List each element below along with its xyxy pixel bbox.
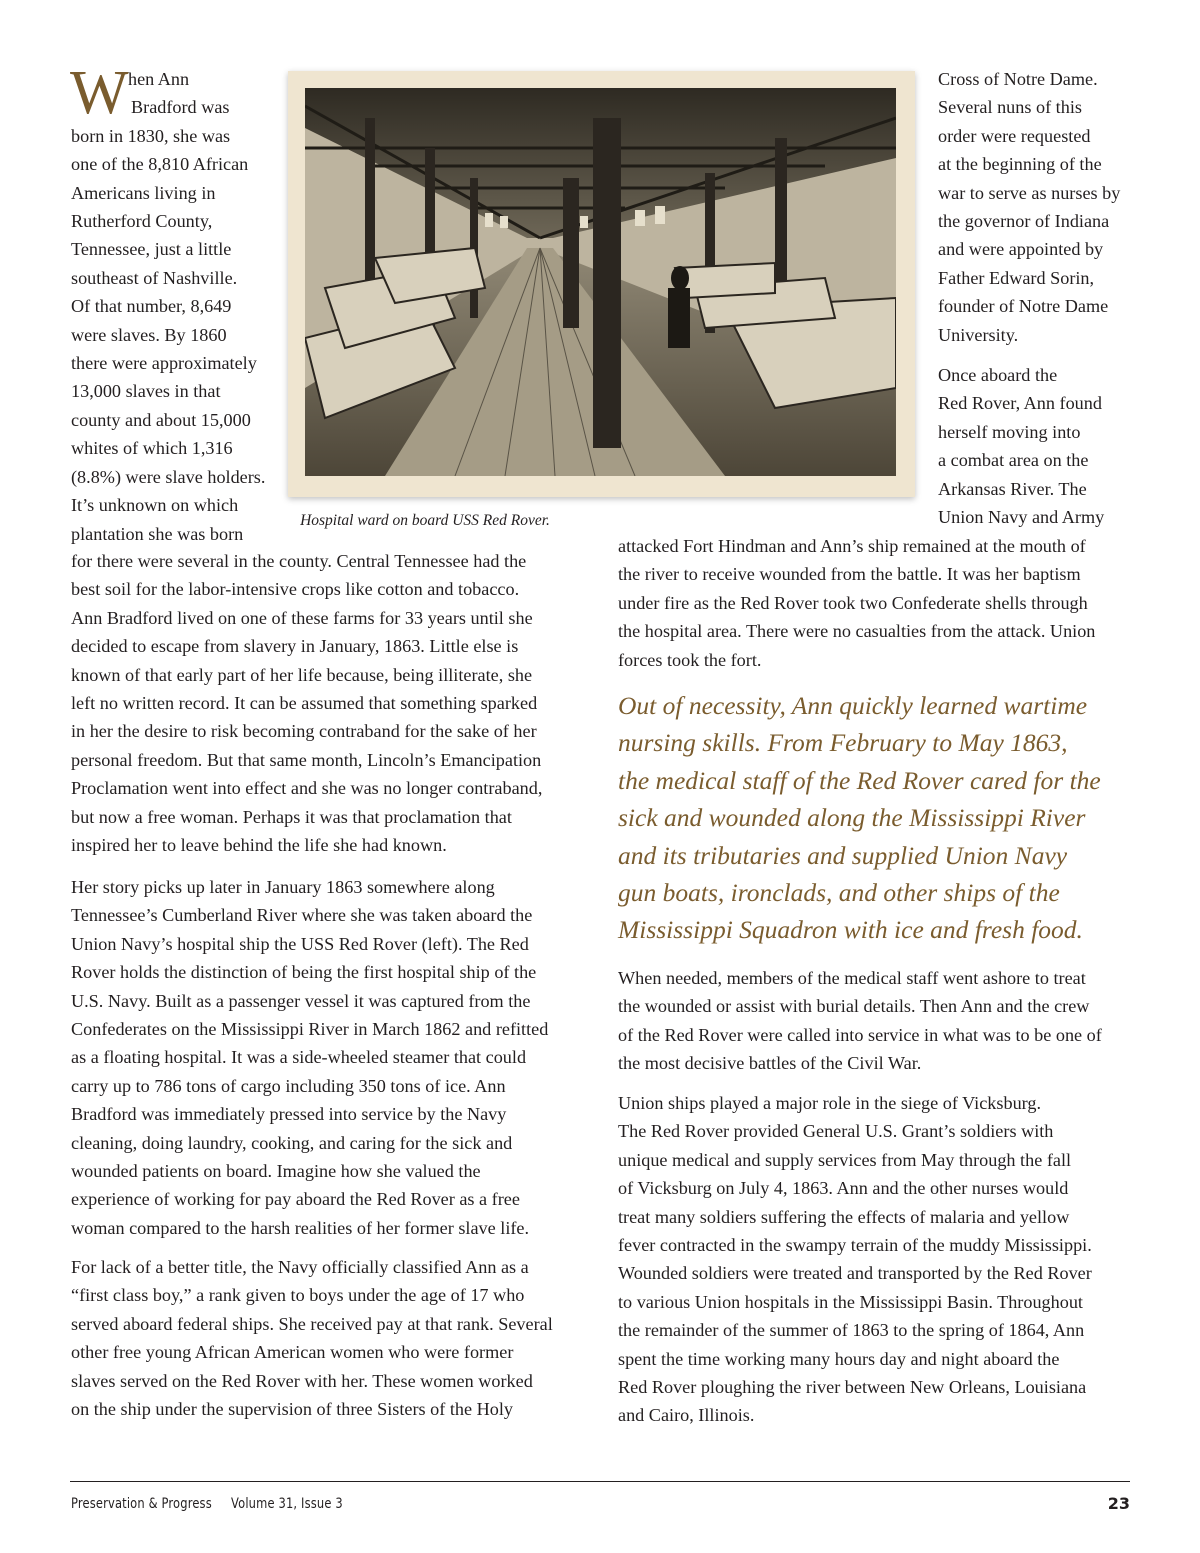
hospital-ward-photo [305,88,896,476]
figure-caption: Hospital ward on board USS Red Rover. [300,512,550,529]
text-line: Americans living in [71,182,216,203]
text-line: hen Ann [128,69,190,89]
text-line: inspired her to leave behind the life she had known. [71,835,447,856]
text-line: of the Red Rover were called into service in what was to be one of [618,1024,1102,1045]
text-line: but now a free woman. Perhaps it was that proclamation that [71,806,512,827]
drop-cap: W [70,59,129,127]
text-line: to various Union hospitals in the Mississippi Basin. Throughout [618,1291,1083,1312]
text-line: “first class boy,” a rank given to boys under the age of 17 who [71,1285,525,1306]
text-line: Proclamation went into effect and she was no longer contraband, [71,778,543,799]
text-line: war to serve as nurses by [938,182,1121,203]
left-paragraph-3 [71,1253,553,1423]
text-line: Union ships played a major role in the siege of Vicksburg. [618,1093,1042,1113]
text-line: the hospital area. There were no casualties from the attack. Union [618,621,1096,642]
text-line: southeast of Nashville. [71,267,238,288]
text-line: forces took the fort. [618,649,762,670]
text-line: Ann Bradford lived on one of these farms for 33 years until she [71,607,533,628]
right-paragraph-4 [618,1089,1092,1430]
text-line: Of that number, 8,649 [71,296,232,317]
text-line: the river to receive wounded from the battle. It was her baptism [618,564,1081,585]
footer-publication: Preservation & Progress [71,1496,212,1512]
text-line: Bradford was immediately pressed into service by the Navy [71,1104,507,1125]
text-line: for there were several in the county. Central Tennessee had the [71,551,527,571]
text-line: other free young African American women who were former [71,1342,514,1363]
text-line: decided to escape from slavery in January, 1863. Little else is [71,636,519,657]
footer-rule [70,1481,1130,1482]
text-line: under fire as the Red Rover took two Confederate shells through [618,592,1088,613]
text-line: spent the time working many hours day and night aboard the [618,1348,1060,1369]
text-line: of Vicksburg on July 4, 1863. Ann and the other nurses would [618,1178,1069,1199]
text-line: best soil for the labor-intensive crops like cotton and tobacco. [71,579,520,600]
text-line: Arkansas River. The [938,478,1087,499]
text-line: slaves served on the Red Rover with her. These women worked [71,1370,533,1391]
text-line: on the ship under the supervision of three Sisters of the Holy [71,1399,513,1420]
text-line: (8.8%) were slave holders. [71,466,266,487]
text-line: personal freedom. But that same month, Lincoln’s Emancipation [71,749,542,770]
right-paragraph-2-continued [618,532,1095,674]
text-line: Tennessee’s Cumberland River where she was taken aboard the [71,905,533,926]
text-line: a combat area on the [938,450,1089,471]
left-paragraph-1-continued [71,547,542,859]
footer-volume: Volume 31, Issue 3 [231,1496,343,1512]
text-line: the remainder of the summer of 1863 to the spring of 1864, Ann [618,1320,1085,1341]
text-line: attacked Fort Hindman and Ann’s ship remained at the mouth of [618,536,1086,556]
text-line: Bradford was [131,97,230,118]
text-line: The Red Rover provided General U.S. Grant’s soldiers with [618,1121,1054,1142]
text-line: Wounded soldiers were treated and transported by the Red Rover [618,1263,1092,1284]
text-line: left no written record. It can be assumed that something sparked [71,693,538,714]
text-line: It’s unknown on which [71,495,239,516]
text-line: Her story picks up later in January 1863 somewhere along [71,877,495,897]
text-line: Union Navy’s hospital ship the USS Red Rover (left). The Red [71,933,529,954]
text-line: Rutherford County, [71,211,213,232]
text-line: and its tributaries and supplied Union Navy [618,840,1068,870]
text-line: the governor of Indiana [938,211,1110,232]
figure-frame [288,71,915,497]
page-number: 23 [1107,1494,1130,1513]
right-top-paragraph-1 [938,65,1120,349]
text-line: one of the 8,810 African [71,154,249,175]
text-line: Cross of Notre Dame. [938,69,1098,89]
text-line: experience of working for pay aboard the Red Rover as a free [71,1189,520,1210]
text-line: Red Rover, Ann found [938,393,1102,414]
text-line: Confederates on the Mississippi River in March 1862 and refitted [71,1019,549,1040]
text-line: order were requested [938,125,1091,146]
text-line: served aboard federal ships. She received pay at that rank. Several [71,1313,553,1334]
text-line: known of that early part of her life because, being illiterate, she [71,664,533,685]
right-paragraph-3 [618,964,1102,1078]
text-line: whites of which 1,316 [71,438,233,459]
text-line: plantation she was born [71,523,244,544]
text-line: Rover holds the distinction of being the first hospital ship of the [71,962,537,983]
text-line: cleaning, doing laundry, cooking, and caring for the sick and [71,1132,513,1153]
text-line: treat many soldiers suffering the effects of malaria and yellow [618,1206,1070,1227]
text-line: woman compared to the harsh realities of her former slave life. [71,1217,530,1238]
text-line: in her the desire to risk becoming contraband for the sake of her [71,721,537,742]
text-line: the medical staff of the Red Rover cared for the [618,765,1101,795]
right-top-paragraph-2 [938,361,1104,531]
left-top-text [71,65,265,548]
left-paragraph-2 [71,873,548,1242]
text-line: founder of Notre Dame [938,296,1109,317]
text-line: University. [938,324,1019,345]
text-line: born in 1830, she was [71,125,231,146]
text-line: as a floating hospital. It was a side-wheeled steamer that could [71,1047,527,1068]
text-line: county and about 15,000 [71,409,251,430]
text-line: Several nuns of this [938,97,1082,118]
text-line: Red Rover ploughing the river between New Orleans, Louisiana [618,1377,1087,1398]
text-line: nursing skills. From February to May 1863, [618,728,1068,758]
text-line: Tennessee, just a little [71,239,232,260]
text-line: gun boats, ironclads, and other ships of the [618,878,1060,908]
text-line: For lack of a better title, the Navy officially classified Ann as a [71,1257,529,1277]
text-line: Father Edward Sorin, [938,267,1095,288]
text-line: and were appointed by [938,239,1104,260]
text-line: Once aboard the [938,365,1058,385]
text-line: Union Navy and Army [938,507,1105,528]
text-line: fever contracted in the swampy terrain of the muddy Mississippi. [618,1235,1092,1256]
text-line: wounded patients on board. Imagine how she valued the [71,1161,481,1182]
text-line: at the beginning of the [938,154,1102,175]
text-line: When needed, members of the medical staff went ashore to treat [618,968,1086,988]
text-line: Mississippi Squadron with ice and fresh food. [618,915,1083,945]
text-line: the wounded or assist with burial details. Then Ann and the crew [618,996,1090,1017]
text-line: carry up to 786 tons of cargo including 350 tons of ice. Ann [71,1075,506,1096]
pull-quote [618,687,1101,949]
hospital-ward-engraving [305,88,896,476]
text-line: 13,000 slaves in that [71,381,221,402]
text-line: and Cairo, Illinois. [618,1405,755,1426]
text-line: sick and wounded along the Mississippi River [618,803,1086,833]
text-line: there were approximately [71,353,257,374]
text-line: unique medical and supply services from May through the fall [618,1149,1072,1170]
text-line: were slaves. By 1860 [71,324,227,345]
text-line: U.S. Navy. Built as a passenger vessel it was captured from the [71,990,531,1011]
text-line: herself moving into [938,421,1081,442]
text-line: Out of necessity, Ann quickly learned wartime [618,691,1088,720]
text-line: the most decisive battles of the Civil War. [618,1053,922,1074]
